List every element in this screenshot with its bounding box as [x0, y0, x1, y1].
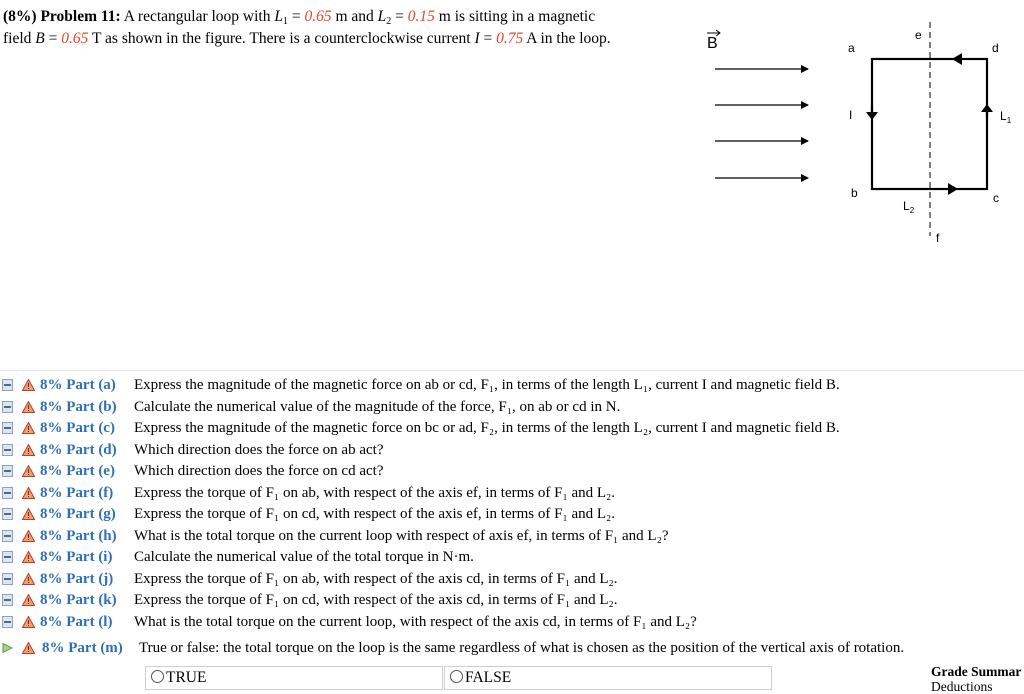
grade-deductions-label: Deductions	[931, 679, 993, 694]
part-question: Express the torque of F₁ on ab, with respect of the axis cd, in terms of F₁ and L₂.	[134, 570, 618, 587]
warning-triangle-icon	[22, 594, 35, 606]
part-question: Express the magnitude of the magnetic force on ab or cd, F₁, in terms of the length L₁, current I and magnetic field B.	[134, 377, 840, 393]
part-label[interactable]: 8% Part (g)	[40, 506, 116, 522]
current-arrowhead-down	[866, 112, 878, 120]
warning-triangle-icon	[22, 530, 35, 542]
part-question: Calculate the numerical value of the total torque in N·m.	[134, 549, 474, 565]
expand-box-icon[interactable]	[2, 465, 13, 477]
part-row-b[interactable]	[0, 397, 1024, 419]
part-question: What is the total torque on the current loop, with respect of the axis cd, in terms of F₁ and L₂?	[134, 613, 697, 630]
expand-box-icon[interactable]	[2, 379, 13, 391]
warning-triangle-icon	[22, 508, 35, 520]
option-label: FALSE	[465, 669, 512, 686]
part-label[interactable]: 8% Part (f)	[40, 484, 114, 501]
part-row-a[interactable]	[0, 375, 1024, 397]
part-row-i[interactable]	[0, 547, 1024, 569]
part-row-e[interactable]	[0, 461, 1024, 483]
var-L1: L	[274, 8, 283, 25]
warning-triangle-icon	[22, 551, 35, 563]
parts-list	[0, 375, 1024, 660]
equals: =	[479, 30, 497, 47]
problem-text: T as shown in the figure. There is a counterclockwise current	[88, 30, 475, 47]
expand-box-icon[interactable]	[2, 594, 13, 606]
part-row-m-active[interactable]	[0, 638, 1024, 660]
part-question: Calculate the numerical value of the magnitude of the force, F₁, on ab or cd in N.	[134, 398, 621, 415]
current-arrowhead-top	[952, 53, 962, 65]
label-e: e	[915, 28, 922, 42]
part-row-f[interactable]	[0, 483, 1024, 505]
part-label[interactable]: 8% Part (e)	[40, 463, 115, 479]
part-question: Express the torque of F₁ on cd, with respect of the axis cd, in terms of F₁ and L₂.	[134, 592, 618, 608]
option-true[interactable]	[145, 666, 443, 690]
warning-triangle-icon	[22, 573, 35, 585]
part-label[interactable]: 8% Part (a)	[40, 377, 116, 393]
radio-button-icon[interactable]	[151, 670, 164, 683]
answer-options	[0, 666, 1024, 690]
radio-button-icon[interactable]	[450, 670, 463, 683]
problem-statement	[3, 6, 663, 50]
equals: =	[44, 30, 62, 47]
problem-text: A in the loop.	[523, 30, 611, 47]
expand-box-icon[interactable]	[2, 530, 13, 542]
var-B: B	[35, 30, 45, 47]
warning-triangle-icon	[22, 616, 35, 628]
expand-box-icon[interactable]	[2, 422, 13, 434]
grade-summary-title: Grade Summar	[931, 664, 1022, 679]
expand-box-icon[interactable]	[2, 401, 13, 413]
part-row-j[interactable]	[0, 569, 1024, 591]
option-false[interactable]	[444, 666, 772, 690]
problem-heading: (8%) Problem 11:	[3, 8, 121, 25]
value-L2: 0.15	[407, 8, 435, 25]
part-row-c[interactable]	[0, 418, 1024, 440]
warning-triangle-icon	[22, 487, 35, 499]
part-label[interactable]: 8% Part (c)	[40, 420, 115, 436]
var-I: I	[474, 30, 480, 47]
warning-triangle-icon	[22, 444, 35, 456]
problem-text: m is sitting in a magnetic	[434, 8, 596, 25]
label-current: I	[849, 108, 853, 122]
current-arrowhead-up	[981, 104, 993, 112]
value-I: 0.75	[496, 30, 524, 47]
equals: =	[391, 8, 408, 25]
part-row-k[interactable]	[0, 590, 1024, 612]
part-question: Express the torque of F₁ on cd, with respect of the axis ef, in terms of F₁ and L₂.	[134, 506, 615, 522]
part-question: Express the torque of F₁ on ab, with respect of the axis ef, in terms of F₁ and L₂.	[134, 484, 615, 501]
label-a: a	[848, 41, 855, 55]
part-label[interactable]: 8% Part (k)	[40, 592, 117, 608]
value-B: 0.65	[61, 30, 89, 47]
expand-box-icon[interactable]	[2, 444, 13, 456]
part-question: What is the total torque on the current loop with respect of axis ef, in terms of F₁ and L₂?	[134, 527, 669, 544]
warning-triangle-icon	[22, 642, 35, 654]
loop-figure	[690, 14, 1020, 254]
part-row-l[interactable]	[0, 612, 1024, 634]
part-row-d[interactable]	[0, 440, 1024, 462]
expand-box-icon[interactable]	[2, 616, 13, 628]
value-L1: 0.65	[304, 8, 332, 25]
divider	[0, 370, 1024, 371]
part-row-g[interactable]	[0, 504, 1024, 526]
label-L2: $L_2$	[903, 199, 915, 215]
warning-triangle-icon	[22, 379, 35, 391]
warning-triangle-icon	[22, 465, 35, 477]
part-question: Express the magnitude of the magnetic force on bc or ad, F₂, in terms of the length L₂, current I and magnetic field B.	[134, 420, 840, 436]
field-label: B	[707, 35, 718, 52]
problem-text: m and	[331, 8, 378, 25]
expand-box-icon[interactable]	[2, 487, 13, 499]
part-label[interactable]: 8% Part (i)	[40, 549, 113, 565]
equals: =	[287, 8, 305, 25]
current-arrowhead-bottom	[948, 183, 958, 195]
part-row-h[interactable]	[0, 526, 1024, 548]
part-label[interactable]: 8% Part (h)	[40, 527, 117, 544]
expand-box-icon[interactable]	[2, 551, 13, 563]
part-label[interactable]: 8% Part (l)	[40, 613, 113, 630]
label-b: b	[851, 186, 858, 200]
var-L2: L	[377, 8, 387, 25]
part-label[interactable]: 8% Part (d)	[40, 441, 117, 458]
loop-diagram	[690, 14, 1020, 254]
expand-box-icon[interactable]	[2, 508, 13, 520]
part-question: True or false: the total torque on the loop is the same regardless of what is chosen as the position of the vertical axis of rotation.	[139, 640, 905, 656]
warning-triangle-icon	[22, 401, 35, 413]
sub-2: 2	[386, 16, 392, 27]
label-f: f	[936, 231, 940, 245]
problem-text: A rectangular loop with	[123, 8, 275, 25]
play-arrow-icon[interactable]	[2, 642, 13, 654]
label-L1: $L_1$	[1000, 109, 1012, 125]
part-label[interactable]: 8% Part (j)	[40, 570, 114, 587]
part-question: Which direction does the force on ab act?	[134, 441, 384, 458]
warning-triangle-icon	[22, 422, 35, 434]
label-d: d	[992, 41, 999, 55]
option-label: TRUE	[166, 669, 207, 686]
sub-1: 1	[282, 16, 288, 27]
expand-box-icon[interactable]	[2, 573, 13, 585]
part-question: Which direction does the force on cd act?	[134, 463, 384, 479]
part-label[interactable]: 8% Part (b)	[40, 398, 117, 415]
label-c: c	[993, 191, 999, 205]
problem-text: field	[3, 30, 36, 47]
part-label[interactable]: 8% Part (m)	[42, 640, 123, 656]
